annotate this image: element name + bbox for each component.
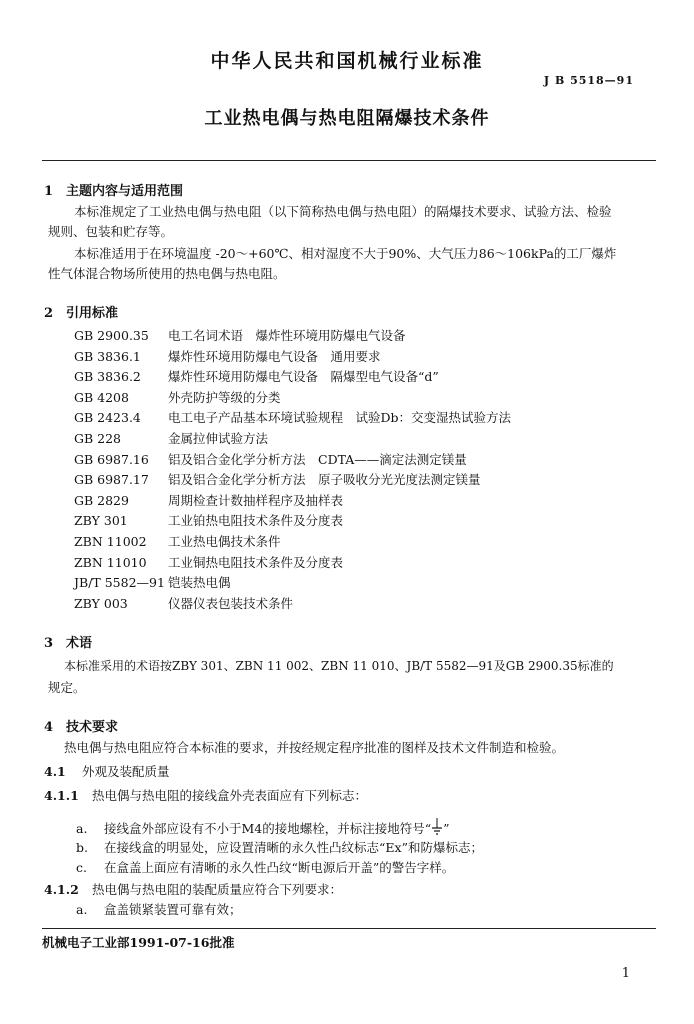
reference-name: 铝及铝合金化学分析方法 原子吸收分光光度法测定镁量 (168, 472, 481, 488)
clause-4-1-title: 外观及装配质量 (82, 764, 170, 779)
reference-item (74, 429, 268, 447)
section-3-heading (44, 632, 92, 651)
standard-category-title: 中华人民共和国机械行业标准 (210, 50, 484, 72)
reference-code: ZBY 301 (74, 513, 128, 529)
clause-4-1 (44, 762, 170, 780)
approval-footer: 机械电子工业部1991-07-16批准 (42, 935, 235, 950)
reference-code: GB 6987.17 (74, 472, 149, 488)
reference-code: GB 4208 (74, 389, 129, 405)
item-c (76, 858, 454, 878)
reference-item (74, 450, 467, 468)
reference-code: GB 2900.35 (74, 328, 149, 343)
reference-name: 周期检查计数抽样程序及抽样表 (168, 492, 344, 508)
reference-code: ZBY 003 (74, 595, 128, 611)
reference-name: 爆炸性环境用防爆电气设备 隔爆型电气设备“d” (168, 369, 439, 385)
reference-item (74, 594, 293, 612)
clause-4-1-2-number: 4.1.2 (44, 882, 79, 897)
clause-4-1-1-text: 热电偶与热电阻的接线盒外壳表面应有下列标志： (92, 788, 368, 803)
section-1-p2-line1: 本标准适用于在环境温度 -20～+60℃、相对湿度不大于90%、大气压力86～106kPa的工厂爆炸 (74, 246, 617, 261)
item-c-text: 在盒盖上面应有清晰的永久性凸纹“断电源后开盖”的警告字样。 (104, 860, 455, 875)
reference-item (74, 532, 281, 550)
reference-item (74, 573, 231, 591)
reference-item (74, 326, 406, 344)
reference-code: GB 2829 (74, 492, 129, 508)
reference-item (74, 553, 343, 571)
standard-number: J B 5518—91 (543, 74, 634, 87)
reference-name: 外壳防护等级的分类 (168, 389, 281, 405)
reference-name: 金属拉伸试验方法 (168, 431, 269, 446)
reference-name: 工业热电偶技术条件 (168, 534, 281, 549)
page-number: 1 (621, 966, 630, 981)
header-rule (42, 160, 656, 161)
section-2-title: 引用标准 (66, 306, 119, 321)
reference-code: GB 3836.2 (74, 369, 141, 385)
item-a-label: a. (76, 821, 88, 836)
section-3-number: 3 (44, 636, 54, 651)
reference-item (74, 367, 439, 385)
clause-4-1-1-number: 4.1.1 (44, 788, 79, 803)
clause-4-1-1 (44, 786, 367, 804)
section-1-p2-line2: 性气体混合物场所使用的热电偶与热电阻。 (48, 266, 286, 281)
section-4-intro: 热电偶与热电阻应符合本标准的要求，并按经规定程序批准的图样及技术文件制造和检验。 (64, 740, 565, 755)
section-1-title: 主题内容与适用范围 (66, 184, 184, 199)
section-2-heading (44, 302, 118, 321)
reference-code: ZBN 11010 (74, 554, 147, 570)
reference-code: GB 6987.16 (74, 451, 149, 467)
clause-4-1-2-item-a-label: a. (76, 902, 88, 917)
item-b (76, 838, 483, 858)
item-a-text: 接线盒外部应设有不小于M4的接地螺栓，并标注接地符号“ (104, 821, 432, 836)
section-1-number: 1 (44, 184, 54, 199)
item-c-label: c. (76, 860, 87, 875)
reference-code: GB 2423.4 (74, 410, 141, 426)
section-3-line2: 规定。 (48, 680, 86, 695)
reference-code: GB 3836.1 (74, 348, 141, 364)
section-1-p1-line1: 本标准规定了工业热电偶与热电阻（以下简称热电偶与热电阻）的隔爆技术要求、试验方法、检验 (74, 204, 612, 219)
reference-code: GB 228 (74, 431, 122, 446)
document-title: 工业热电偶与热电阻隔爆技术条件 (204, 108, 490, 129)
item-a-text-end: ” (443, 821, 450, 836)
reference-item (74, 470, 481, 488)
section-1-p1-line2: 规则、包装和贮存等。 (48, 224, 174, 239)
clause-4-1-2-item-a (76, 900, 242, 920)
clause-4-1-number: 4.1 (44, 764, 66, 779)
section-3-title: 术语 (66, 636, 93, 651)
reference-name: 铠装热电偶 (168, 575, 231, 591)
reference-name: 爆炸性环境用防爆电气设备 通用要求 (168, 348, 381, 364)
reference-code: ZBN 11002 (74, 534, 147, 549)
item-b-label: b. (76, 840, 88, 855)
reference-name: 电工名词术语 爆炸性环境用防爆电气设备 (168, 328, 406, 343)
section-2-number: 2 (44, 306, 54, 321)
reference-item (74, 491, 343, 509)
section-4-title: 技术要求 (66, 720, 119, 735)
reference-item (74, 388, 281, 406)
reference-item (74, 511, 343, 529)
reference-name: 工业铜热电阻技术条件及分度表 (168, 554, 344, 570)
clause-4-1-2 (44, 880, 342, 898)
reference-item (74, 347, 381, 365)
reference-name: 工业铂热电阻技术条件及分度表 (168, 513, 344, 529)
section-3-line1: 本标准采用的术语按ZBY 301、ZBN 11 002、ZBN 11 010、JB/T 5582—91及GB 2900.35标准的 (64, 659, 614, 673)
reference-name: 仪器仪表包装技术条件 (168, 595, 294, 611)
section-4-heading (44, 716, 118, 735)
reference-name: 电工电子产品基本环境试验规程 试验Db：交变湿热试验方法 (168, 410, 512, 426)
reference-code: JB/T 5582—91 (74, 575, 165, 591)
item-b-text: 在接线盒的明显处，应设置清晰的永久性凸纹标志“Ex”和防爆标志； (104, 840, 483, 855)
reference-name: 铝及铝合金化学分析方法 CDTA——滴定法测定镁量 (168, 451, 467, 467)
section-1-heading (44, 180, 183, 199)
footer-rule (42, 928, 656, 929)
clause-4-1-2-text: 热电偶与热电阻的装配质量应符合下列要求： (92, 882, 343, 897)
section-4-number: 4 (44, 720, 54, 735)
clause-4-1-2-item-a-text: 盒盖锁紧装置可靠有效； (104, 902, 242, 917)
reference-item (74, 408, 511, 426)
